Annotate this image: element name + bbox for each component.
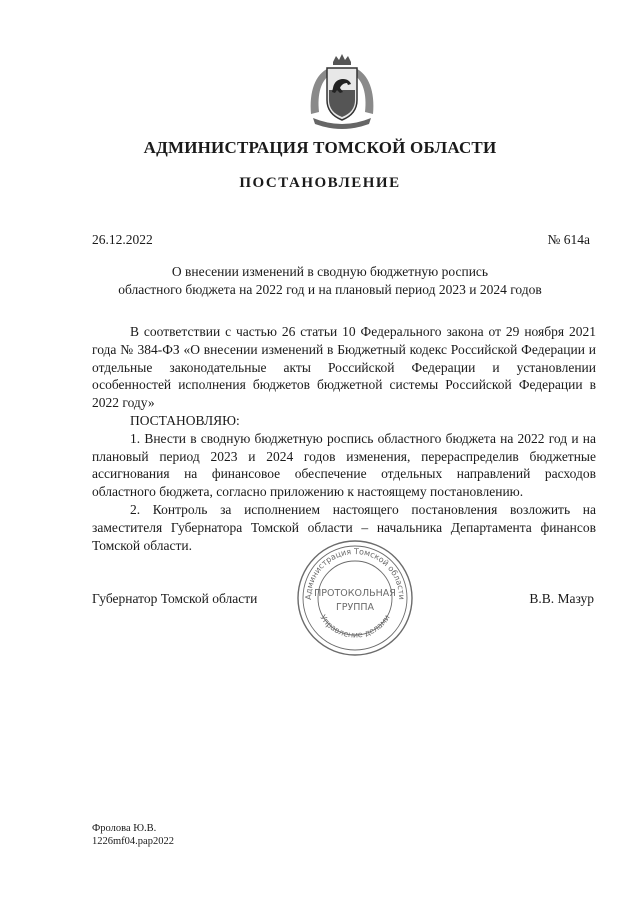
document-date: 26.12.2022 (92, 232, 153, 247)
stamp-bottom-text: Управление делами (318, 613, 392, 640)
signatory-position: Губернатор Томской области (92, 591, 258, 606)
stamp-ring-text: Администрация Томской области (303, 546, 407, 600)
stamp-center-line-2: ГРУППА (335, 602, 375, 613)
subject-line-1: О внесении изменений в сводную бюджетную роспись (171, 264, 489, 279)
coat-of-arms-icon (303, 52, 381, 132)
stamp-center-line-1: ПРОТОКОЛЬНАЯ (314, 588, 396, 599)
official-stamp (295, 538, 415, 658)
resolve-paragraph: ПОСТАНОВЛЯЮ: (130, 412, 240, 428)
preamble-paragraph: В соответствии с частью 26 статьи 10 Федерального закона от 29 ноября 2021 года № 384-ФЗ «О внесении изменений в Бюджетный кодекс Российской Федерации и отдельные законодательные акты Российской Федерации и установлении особенностей исполнения бюджетов бюджетной системы Российской Федерации в 2022 году» (92, 324, 596, 411)
document-number: № 614а (547, 232, 590, 247)
footer (92, 822, 174, 848)
signatory-name: В.В. Мазур (529, 591, 594, 606)
document-type: ПОСТАНОВЛЕНИЕ (239, 175, 401, 191)
subject-line-2: областного бюджета на 2022 год и на плановый период 2023 и 2024 годов (118, 281, 542, 297)
footer-author: Фролова Ю.В. (92, 823, 157, 834)
footer-file-code: 1226mf04.pap2022 (92, 836, 174, 847)
item-2-paragraph: 2. Контроль за исполнением настоящего постановления возложить на заместителя Губернатора Томской области – начальника Департамента финансов Томской области. (92, 501, 596, 553)
organization-title: АДМИНИСТРАЦИЯ ТОМСКОЙ ОБЛАСТИ (143, 138, 497, 157)
item-1-paragraph: 1. Внести в сводную бюджетную роспись областного бюджета на 2022 год и на плановый период 2023 и 2024 годов изменения, перераспределив бюджетные ассигнования на финансовое обеспечение отдельных направлений расходов областного бюджета, согласно приложению к настоящему постановлению. (92, 430, 596, 500)
document-body (92, 323, 596, 554)
document-subject (80, 263, 580, 298)
